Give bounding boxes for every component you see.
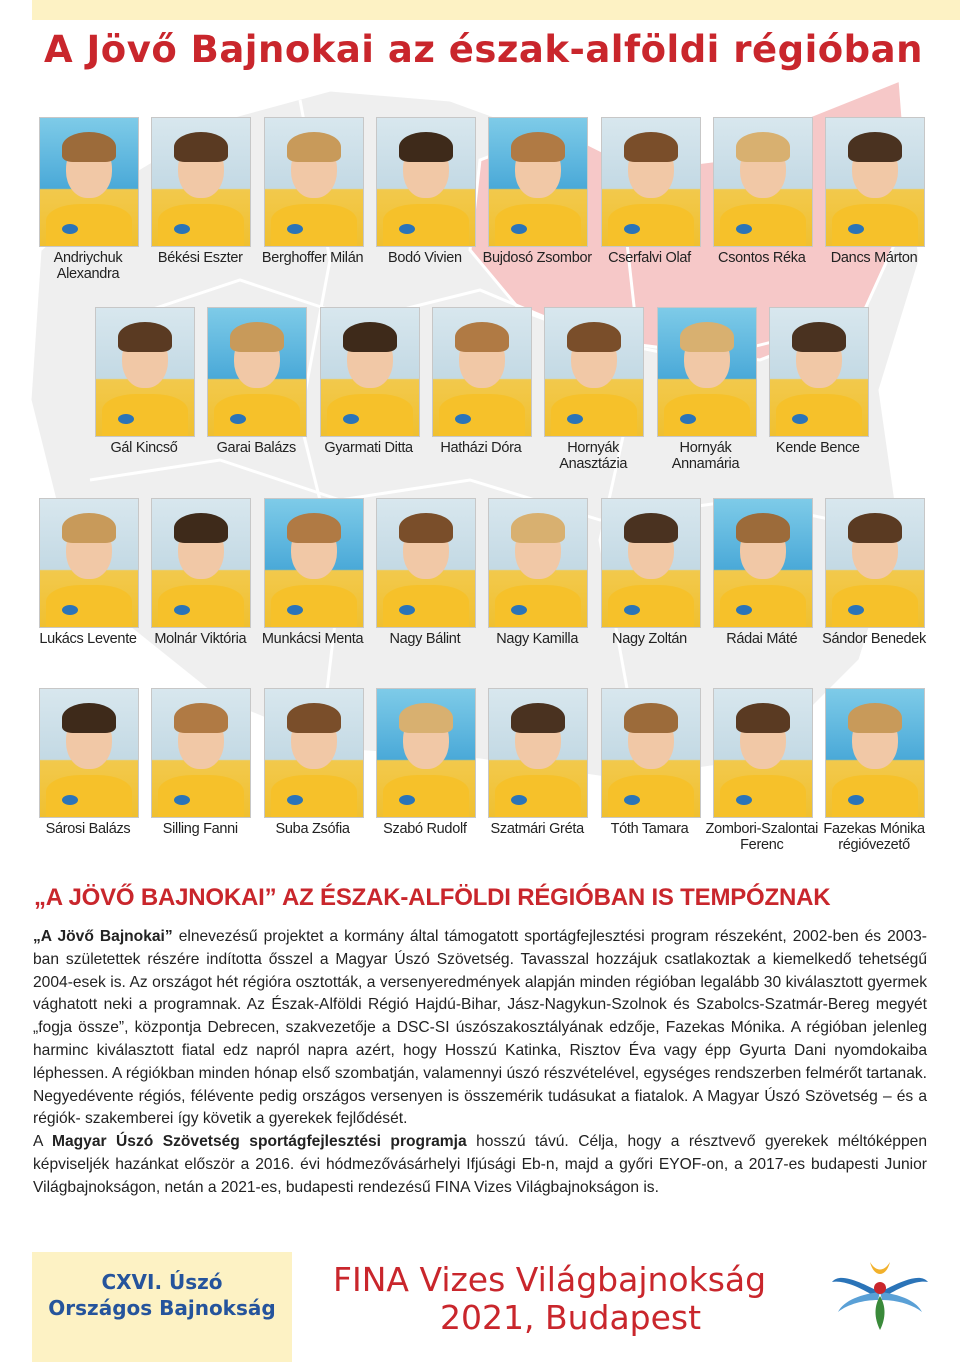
athlete-photo (488, 688, 588, 818)
shirt (158, 204, 244, 246)
article-headline: „A JÖVŐ BAJNOKAI” AZ ÉSZAK-ALFÖLDI RÉGIÓBAN IS TEMPÓZNAK (34, 884, 831, 911)
athlete-name: Hatházi Dóra (440, 440, 522, 456)
hair (118, 322, 172, 352)
shirt-logo-icon (62, 605, 78, 615)
shirt (439, 394, 525, 436)
shirt (720, 585, 806, 627)
athlete-name: Gyarmati Ditta (324, 440, 413, 456)
hair (511, 703, 565, 733)
hair (62, 132, 116, 162)
athlete-name: Andriychuk Alexandra (53, 250, 123, 282)
shirt (214, 394, 300, 436)
athlete-name: Kende Bence (775, 440, 860, 456)
athlete-name: Hornyák Anasztázia (559, 440, 628, 472)
shirt-logo-icon (624, 795, 640, 805)
athlete-photo (376, 498, 476, 628)
athlete-photo (601, 688, 701, 818)
athlete-photo (769, 307, 869, 437)
shirt-logo-icon (455, 414, 471, 424)
program-name: Magyar Úszó Szövetség sportágfejlesztési programja (51, 1133, 467, 1151)
athlete-name: Garai Balázs (216, 440, 296, 456)
athlete-name: Sárosi Balázs (45, 821, 131, 837)
shirt-logo-icon (624, 224, 640, 234)
hair (736, 703, 790, 733)
athlete-photo (207, 307, 307, 437)
hair (287, 703, 341, 733)
athlete-photo (95, 307, 195, 437)
shirt-logo-icon (736, 795, 752, 805)
athlete-photo (601, 498, 701, 628)
hair (287, 132, 341, 162)
shirt (551, 394, 637, 436)
hair (230, 322, 284, 352)
shirt (832, 775, 918, 817)
shirt-logo-icon (399, 605, 415, 615)
athlete-name: Molnár Viktória (154, 631, 247, 647)
athlete-photo (825, 688, 925, 818)
athlete-name: Zombori-Szalontai Ferenc (705, 821, 819, 853)
shirt (720, 204, 806, 246)
athlete-name: Békési Eszter (157, 250, 243, 266)
shirt-logo-icon (848, 795, 864, 805)
athlete-photo (657, 307, 757, 437)
shirt (664, 394, 750, 436)
shirt (271, 775, 357, 817)
shirt (608, 585, 694, 627)
project-name: „A Jövő Bajnokai” (33, 928, 173, 945)
shirt-logo-icon (287, 605, 303, 615)
hair (848, 513, 902, 543)
shirt (158, 585, 244, 627)
athlete-photo (544, 307, 644, 437)
athlete-name: Silling Fanni (162, 821, 238, 837)
athlete-name: Rádai Máté (726, 631, 798, 647)
shirt-logo-icon (680, 414, 696, 424)
shirt-logo-icon (624, 605, 640, 615)
championship-box (32, 1252, 292, 1362)
fina-budapest-logo (830, 1252, 930, 1332)
athlete-name: Szatmári Gréta (490, 821, 584, 837)
shirt (46, 204, 132, 246)
hair (62, 703, 116, 733)
athlete-name: Hornyák Annamária (671, 440, 740, 472)
hair (736, 132, 790, 162)
article-paragraph-2: A Magyar Úszó Szövetség sportágfejlesztési programja hosszú távú. Célja, hogy a résztvevő gyerekek méltóképpen képviseljék hazánkat először a 2016. évi hódmezővásárhelyi Ifjúsági Eb-n, majd a győri EYOF-on, a 2017-es budapesti Junior Világbajnokságon, netán a 2021-es, budapesti rendezésű FINA Vizes Világbajnokságon is. (33, 1133, 927, 1196)
hair (624, 703, 678, 733)
shirt (327, 394, 413, 436)
shirt (832, 585, 918, 627)
athlete-photo (264, 688, 364, 818)
athlete-photo (264, 498, 364, 628)
shirt (383, 585, 469, 627)
athlete-name: Fazekas Mónika régióvezető (823, 821, 925, 853)
athlete-photo (825, 117, 925, 247)
shirt (608, 775, 694, 817)
athlete-photo (264, 117, 364, 247)
shirt-logo-icon (848, 605, 864, 615)
shirt-logo-icon (62, 224, 78, 234)
shirt (383, 204, 469, 246)
page-title: A Jövő Bajnokai az észak-alföldi régióban (44, 28, 923, 71)
athlete-photo (488, 498, 588, 628)
shirt (271, 585, 357, 627)
hair (567, 322, 621, 352)
hair (511, 513, 565, 543)
fina-title-line-1: FINA Vizes Világbajnokság (333, 1260, 767, 1299)
hair (174, 513, 228, 543)
shirt-logo-icon (792, 414, 808, 424)
athlete-photo (376, 117, 476, 247)
shirt-logo-icon (287, 224, 303, 234)
shirt (720, 775, 806, 817)
shirt (495, 585, 581, 627)
athlete-photo (151, 498, 251, 628)
championship-line-2: Országos Bajnokság (48, 1296, 276, 1320)
athlete-name: Nagy Zoltán (612, 631, 687, 647)
athlete-photo (488, 117, 588, 247)
shirt (608, 204, 694, 246)
athlete-name: Berghoffer Milán (261, 250, 364, 266)
shirt (158, 775, 244, 817)
hair (455, 322, 509, 352)
athlete-name: Lukács Levente (39, 631, 137, 647)
hair (174, 703, 228, 733)
athlete-photo (39, 117, 139, 247)
hair (624, 513, 678, 543)
athlete-name: Suba Zsófia (275, 821, 350, 837)
hair (399, 513, 453, 543)
hair (343, 322, 397, 352)
hair (848, 132, 902, 162)
hair (680, 322, 734, 352)
athlete-name: Munkácsi Menta (261, 631, 364, 647)
shirt (46, 775, 132, 817)
shirt (495, 204, 581, 246)
athlete-photo (376, 688, 476, 818)
hair (62, 513, 116, 543)
hair (848, 703, 902, 733)
athlete-photo (39, 498, 139, 628)
fina-title-line-2: 2021, Budapest (440, 1298, 702, 1337)
athlete-name: Bujdosó Zsombor (482, 250, 592, 266)
shirt (271, 204, 357, 246)
athlete-name: Tóth Tamara (610, 821, 689, 837)
hair (736, 513, 790, 543)
shirt (383, 775, 469, 817)
athlete-photo (320, 307, 420, 437)
shirt-logo-icon (736, 224, 752, 234)
athlete-photo (432, 307, 532, 437)
athlete-photo (713, 117, 813, 247)
shirt-logo-icon (62, 795, 78, 805)
athlete-name: Bodó Vivien (387, 250, 462, 266)
athlete-photo (601, 117, 701, 247)
hair (399, 132, 453, 162)
athlete-name: Sándor Benedek (822, 631, 926, 647)
athlete-photo (39, 688, 139, 818)
athlete-name: Dancs Márton (830, 250, 918, 266)
hair (624, 132, 678, 162)
hair (287, 513, 341, 543)
athlete-photo (151, 688, 251, 818)
athlete-photo (151, 117, 251, 247)
shirt (832, 204, 918, 246)
article-body (33, 926, 927, 1200)
athlete-photo (825, 498, 925, 628)
shirt-logo-icon (848, 224, 864, 234)
top-banner-strip (32, 0, 960, 20)
shirt-logo-icon (343, 414, 359, 424)
shirt-logo-icon (287, 795, 303, 805)
athlete-name: Csontos Réka (718, 250, 806, 266)
shirt (776, 394, 862, 436)
hair (792, 322, 846, 352)
shirt (46, 585, 132, 627)
shirt-logo-icon (399, 795, 415, 805)
athlete-name: Cserfalvi Olaf (608, 250, 691, 266)
article-paragraph-1: „A Jövő Bajnokai” elnevezésű projektet a kormány által támogatott sportágfejlesztési program részeként, 2002-ben és 2003-ban születettek részére indította ősszel a Magyar Úszó Szövetség. Tavasszal hozzájuk csatlakoztak a kiemelkedő tehetségű 2004-esek is. Az országot hét régióra osztották, a versenyeredmények alapján minden régióban legalább 30 kiválasztott gyermek vághatott neki a programnak. Az Észak-Alföldi Régió Hajdú-Bihar, Jász-Nagykun-Szolnok és Szabolcs-Szatmár-Bereg megyét „fogja össze”, központja Debrecen, szakvezetője a DSC-SI úszószakosztályának edzője, Fazekas Mónika. A régióban jelenleg harminc kiválasztott fiatal edz napról napra azért, hogy Hosszú Katinka, Risztov Éva vagy épp Gyurta Dani nyomdokaiba léphessen. A régiókban minden hónap első szombatján, valamennyi úszó részvételével, egységes rendszerben felmérőt tartanak. Negyedévente régiós, félévente pedig országos versenyen is összemérik tudásukat a fiatalok. A Magyar Úszó Szövetség – és a régiók- szakemberei így követik a gyerekek fejlődését. (33, 928, 927, 1128)
athlete-name: Nagy Kamilla (496, 631, 579, 647)
shirt-logo-icon (399, 224, 415, 234)
athlete-name: Nagy Bálint (389, 631, 461, 647)
championship-line-1: CXVI. Úszó (101, 1270, 223, 1294)
hair (399, 703, 453, 733)
athlete-name: Szabó Rudolf (383, 821, 467, 837)
hair (174, 132, 228, 162)
shirt (495, 775, 581, 817)
hair (511, 132, 565, 162)
athlete-name: Gál Kincső (110, 440, 178, 456)
athlete-photo (713, 498, 813, 628)
shirt (102, 394, 188, 436)
shirt-logo-icon (736, 605, 752, 615)
athlete-photo (713, 688, 813, 818)
shirt-logo-icon (118, 414, 134, 424)
